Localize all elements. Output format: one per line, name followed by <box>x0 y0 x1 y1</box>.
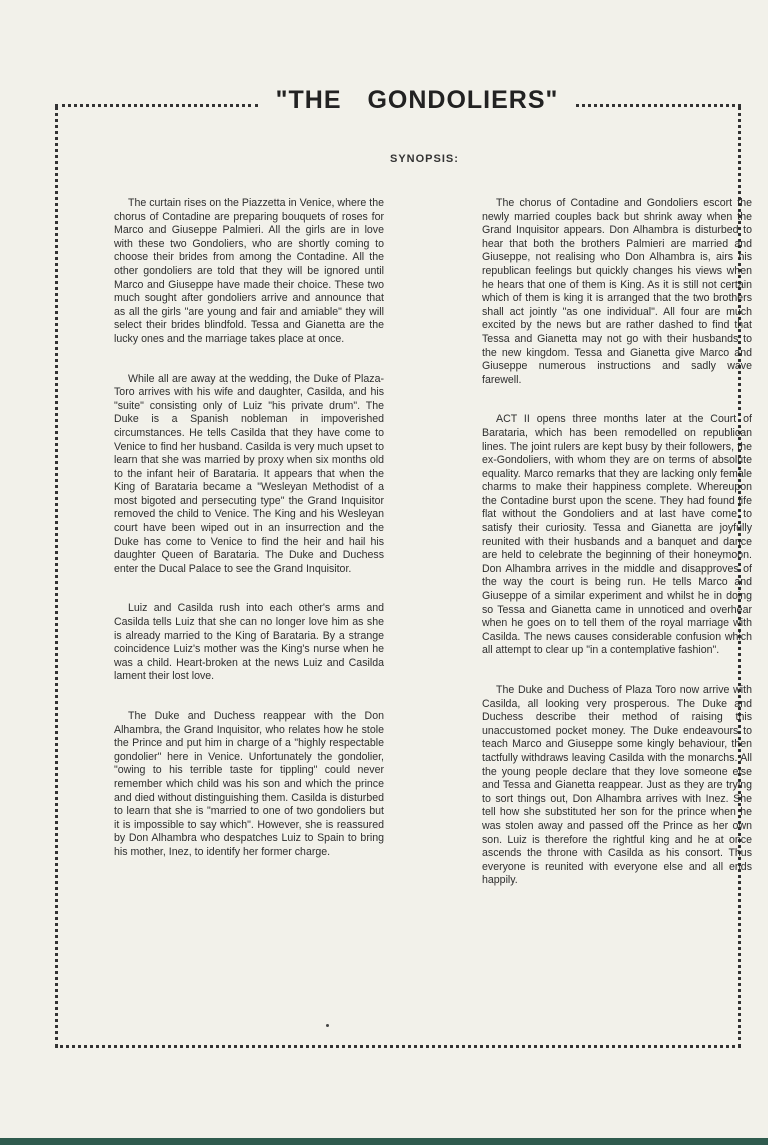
left-column <box>114 197 384 860</box>
paragraph: ACT II opens three months later at the Court of Barataria, which has been remodelled on republican lines. The joint rulers are kept busy by their followers, the ex-Gondoliers, with whom they are on terms of absolute equality. Marco remarks that they are lacking only female charms to make their happiness complete. Whereupon the Contadine burst upon the scene. They had found life flat without the Gondoliers and at last have come to satisfy their curiosity. Tessa and Gianetta are joyfully reunited with their husbands and a banquet and dance are held to celebrate the beginning of their honeymoon. Don Alhambra arrives in the middle and disapproves of the way the court is being run. He tells Marco and Giuseppe of a similar experiment and whilst he in doing so Tessa and Gianetta came in unnoticed and overhear when he goes on to tell them of the royal marriage with Casilda. The news causes considerable confusion which all attempt to clear up "in a contemplative fashion". <box>482 413 752 657</box>
paragraph: The chorus of Contadine and Gondoliers escort the newly married couples back but shrink away when the Grand Inquisitor appears. Don Alhambra is disturbed to hear that both the brothers Palmieri are married and Giuseppe, not realising who Don Alhambra is, airs his republican feelings but quickly changes his views when he hears that one of them is King. As it is still not certain which of them is king it is arranged that the two brothers shall act jointly "as one individual". All four are much excited by the news but are rather dashed to find that Tessa and Gianetta may not go with their husbands to the new kingdom. Tessa and Gianetta give Marco and Giuseppe numerous instructions and sadly wave farewell. <box>482 197 752 386</box>
paragraph: Luiz and Casilda rush into each other's arms and Casilda tells Luiz that she can no longer love him as she is already married to the King of Barataria. By a strange coincidence Luiz's mother was the King's nurse when he was a child. Heart-broken at the news Luiz and Casilda lament their lost love. <box>114 602 384 683</box>
paragraph: The curtain rises on the Piazzetta in Venice, where the chorus of Contadine are preparing bouquets of roses for Marco and Giuseppe Palmieri. All the girls are in love with these two Gondoliers, who are shortly coming to choose their brides from among the Contadine. All the other gondoliers are told that they will be ignored until Marco and Giuseppe have made their choice. These two much sought after gondoliers arrive and announce that as all the girls "are young and fair and amiable" they will select their brides blindfold. Tessa and Gianetta are the lucky ones and the marriage takes place at once. <box>114 197 384 345</box>
synopsis-heading: SYNOPSIS: <box>390 153 459 165</box>
print-mark <box>326 1024 329 1027</box>
page-title: "THE GONDOLIERS" <box>275 86 559 114</box>
page-edge-strip <box>0 1138 768 1145</box>
paragraph: The Duke and Duchess reappear with the Don Alhambra, the Grand Inquisitor, who relates how he stole the Prince and put him in charge of a "highly respectable gondolier" here in Venice. Unfortunately the gondolier, "owing to his terrible taste for tippling" could never remember which child was his son and which the prince and died without distinguishing them. Casilda is disturbed to learn that she is "married to one of two gondoliers but it is impossible to say which". However, she is reassured by Don Alhambra who despatches Luiz to Spain to bring his mother, Inez, to identify her former charge. <box>114 710 384 858</box>
paragraph: While all are away at the wedding, the Duke of Plaza-Toro arrives with his wife and daughter, Casilda, and his "suite" consisting only of Luiz "his private drum". The Duke is a Spanish nobleman in impoverished circumstances. He tells Casilda that they have come to Venice to find her husband. Casilda is very much upset to learn that she was married by proxy when six months old to the infant heir of Barataria. It appears that when the King of Barataria became a "Wesleyan Methodist of a most bigoted and persecuting type" the Grand Inquisitor removed the child to Venice. The King and his Wesleyan court have been wiped out in an insurrection and the Duke has come to Venice to find the heir and hail his daughter Queen of Barataria. The Duke and Duchess enter the Ducal Palace to see the Grand Inquisitor. <box>114 372 384 575</box>
right-column <box>482 197 752 888</box>
paragraph: The Duke and Duchess of Plaza Toro now arrive with Casilda, all looking very prosperous. The Duke and Duchess describe their method of raising this unaccustomed pocket money. The Duke endeavours to teach Marco and Giuseppe some kingly behaviour, then tactfully withdraws leaving Casilda with the monarchs. All the young people declare that they love someone else and Tessa and Gianetta reappear. Just as they are trying to sort things out, Don Alhambra arrives with Inez. She tell how she substituted her son for the prince when he was stolen away and passed off the Prince as her own son. Luiz is therefore the rightful king and he at once ascends the throne with Casilda as his consort. Thus everyone is reunited with everyone else and all ends happily. <box>482 684 752 887</box>
